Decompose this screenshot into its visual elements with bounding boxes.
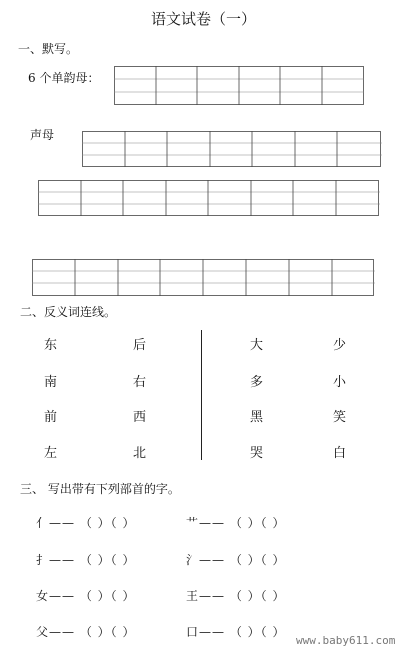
- radical-row[interactable]: 王—— （ ）（ ）: [186, 589, 286, 603]
- section2-heading: 二、反义词连线。: [20, 305, 117, 319]
- antonym-word[interactable]: 后: [133, 338, 147, 353]
- antonym-word[interactable]: 南: [44, 375, 58, 390]
- section3-heading: 三、 写出带有下列部首的字。: [20, 482, 180, 496]
- vowels-label: 6 个单韵母：: [28, 71, 100, 85]
- initials-writing-grid-3[interactable]: [32, 259, 375, 297]
- radical-row[interactable]: 父—— （ ）（ ）: [36, 625, 136, 639]
- radical-row[interactable]: 氵—— （ ）（ ）: [186, 553, 286, 567]
- initials-writing-grid-1[interactable]: [82, 131, 382, 168]
- antonym-word[interactable]: 少: [333, 338, 347, 353]
- radical-row[interactable]: 艹—— （ ）（ ）: [186, 516, 286, 530]
- section1-heading: 一、默写。: [18, 42, 79, 56]
- watermark: www.baby611.com: [296, 634, 396, 647]
- antonym-word[interactable]: 白: [333, 446, 347, 461]
- antonym-word[interactable]: 前: [44, 410, 58, 425]
- antonym-word[interactable]: 黑: [250, 410, 264, 425]
- radical-row[interactable]: 女—— （ ）（ ）: [36, 589, 136, 603]
- column-divider: [201, 330, 202, 460]
- antonym-word[interactable]: 北: [133, 446, 147, 461]
- initials-label: 声母: [30, 128, 55, 142]
- vowels-writing-grid[interactable]: [114, 66, 364, 106]
- antonym-word[interactable]: 笑: [333, 410, 347, 425]
- antonym-word[interactable]: 东: [44, 338, 58, 353]
- antonym-word[interactable]: 哭: [250, 446, 264, 461]
- radical-row[interactable]: 扌—— （ ）（ ）: [36, 553, 136, 567]
- page-title: 语文试卷（一）: [150, 10, 256, 28]
- initials-writing-grid-2[interactable]: [38, 180, 380, 217]
- radical-row[interactable]: 亻—— （ ）（ ）: [36, 516, 136, 530]
- antonym-word[interactable]: 西: [133, 410, 147, 425]
- antonym-word[interactable]: 小: [333, 375, 347, 390]
- antonym-word[interactable]: 右: [133, 375, 147, 390]
- antonym-word[interactable]: 左: [44, 446, 58, 461]
- antonym-word[interactable]: 大: [250, 338, 264, 353]
- antonym-word[interactable]: 多: [250, 375, 264, 390]
- radical-row[interactable]: 口—— （ ）（ ）: [186, 625, 286, 639]
